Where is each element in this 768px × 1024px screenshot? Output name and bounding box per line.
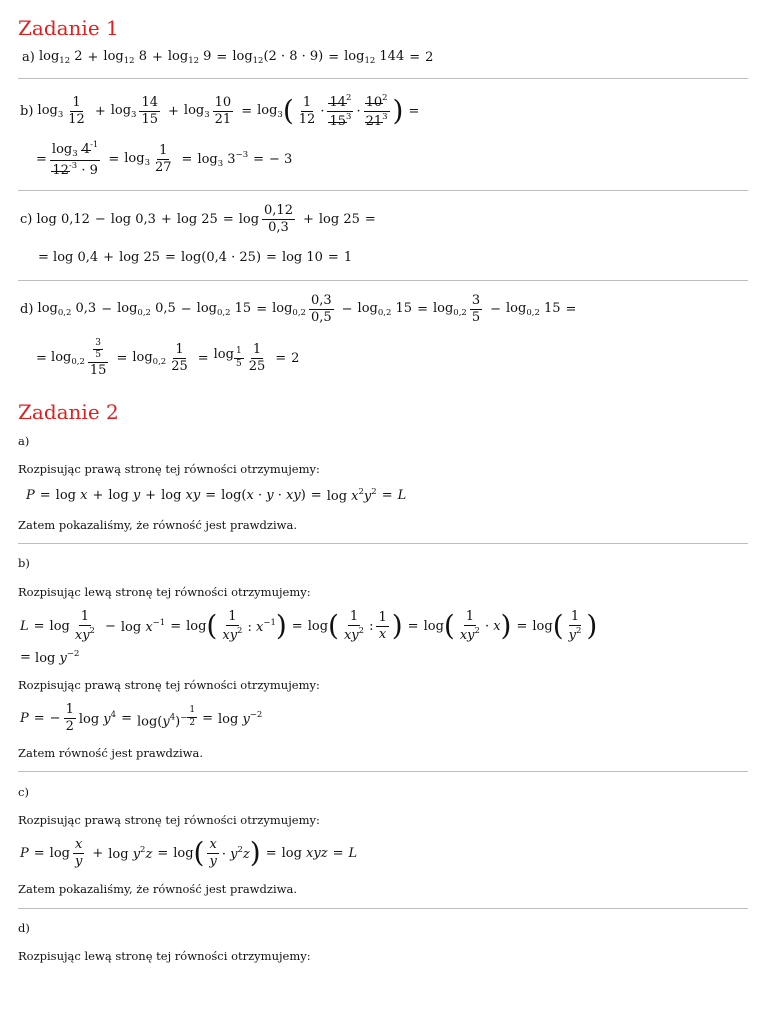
z2-c-label: c) — [18, 785, 29, 799]
z2-a-equation: P = log x + log y + log xy = log(x · y · xy) = $\log x^2y^2$ = L — [26, 486, 407, 504]
z1-c-equation-line2: = log 0,4 + log 25 = log(0,4 · 25) = log 10 = 1 — [38, 249, 353, 265]
z2-b-equation-right: P = − $\frac{1}{2}$ $\log y^4$ = $\log(y^4)^{- \frac{1}{2}}$ = $\log y^{-2}$ — [20, 701, 263, 734]
z1-a-equation: a) $\log_{12} 2$ + $\log_{12} 8$ + $\log_{12} 9$ = $\log_{12}(2 \cdot 8 \cdot 9)$ = $\log_{12} 144$ = 2 — [22, 48, 434, 66]
z2-b-intro2: Rozpisując prawą stronę tej równości otrzymujemy: — [18, 678, 320, 692]
z2-a-conclusion: Zatem pokazaliśmy, że równość jest prawdziwa. — [18, 518, 297, 532]
z1-b-label: b) — [20, 103, 34, 119]
zadanie-2-heading: Zadanie 2 — [18, 400, 119, 424]
z1-d-label: d) — [20, 301, 34, 317]
z1-b-equation-line1: b) $\log_3$ 1 12 + $\log_3$ 14 15 + $\log_3$ $\frac{10}{21}$ = $\log_3$ ( 1 12 · $14^2$ $15^3$ · $10^2$ $21^3$ ) = — [20, 92, 420, 129]
z1-d-equation-line2: = $\log_{0,2}$ $\frac{\frac{3}{5}}{15}$ = $\log_{0,2}$ $\frac{1}{25}$ = log $_{\frac{1}{5}}$ $\frac{1}{25}$ = 2 — [36, 337, 300, 378]
divider — [18, 280, 748, 281]
z2-d-intro: Rozpisując lewą stronę tej równości otrzymujemy: — [18, 949, 311, 963]
z2-b-equation-left-cont: = $\log y^{-2}$ — [20, 648, 80, 666]
z2-a-intro: Rozpisując prawą stronę tej równości otrzymujemy: — [18, 462, 320, 476]
z2-b-label: b) — [18, 556, 30, 570]
divider — [18, 78, 748, 79]
z1-b-equation-line2: = $\frac{\log_3 4^{-1}}{12^{-3} \cdot 9}$ = $\log_3$ $\frac{1}{27}$ = $\log_3 3^{-3}$ = − 3 — [36, 139, 293, 178]
divider — [18, 908, 748, 909]
z2-b-conclusion: Zatem równość jest prawdziwa. — [18, 746, 203, 760]
z1-a-label: a) — [22, 49, 35, 65]
divider — [18, 190, 748, 191]
z2-c-equation: P = log x y + $\log y^2z$ = log ( x y · $y^2z$ ) = log xyz = L — [20, 836, 358, 869]
z2-b-equation-left: L = log 1 $xy^2$ − $\log x^{-1}$ = log ( 1 $xy^2$ : $x^{-1}$ ) = log ( 1 $xy^2$ : 1 x ) = log ( 1 $xy^2$ · x ) = log ( 1 $y^2$ ) — [20, 608, 598, 643]
z1-d-equation-line1: d) $\log_{0,2} 0,3$ − $\log_{0,2} 0,5$ − $\log_{0,2} 15$ = $\log_{0,2}$ 0,3 0,5 − $\log_{0,2} 15$ = $\log_{0,2}$ 3 5 − $\log_{0,2} 15$ = — [20, 292, 577, 325]
z2-c-conclusion: Zatem pokazaliśmy, że równość jest prawdziwa. — [18, 882, 297, 896]
z2-d-label: d) — [18, 921, 30, 935]
z1-c-equation-line1: c) log 0,12 − log 0,3 + log 25 = log 0,12 0,3 + log 25 = — [20, 202, 376, 235]
zadanie-1-heading: Zadanie 1 — [18, 16, 119, 40]
divider — [18, 771, 748, 772]
z2-a-label: a) — [18, 434, 30, 448]
divider — [18, 543, 748, 544]
z2-b-intro: Rozpisując lewą stronę tej równości otrzymujemy: — [18, 585, 311, 599]
z2-c-intro: Rozpisując prawą stronę tej równości otrzymujemy: — [18, 813, 320, 827]
z1-c-label: c) — [20, 211, 33, 227]
